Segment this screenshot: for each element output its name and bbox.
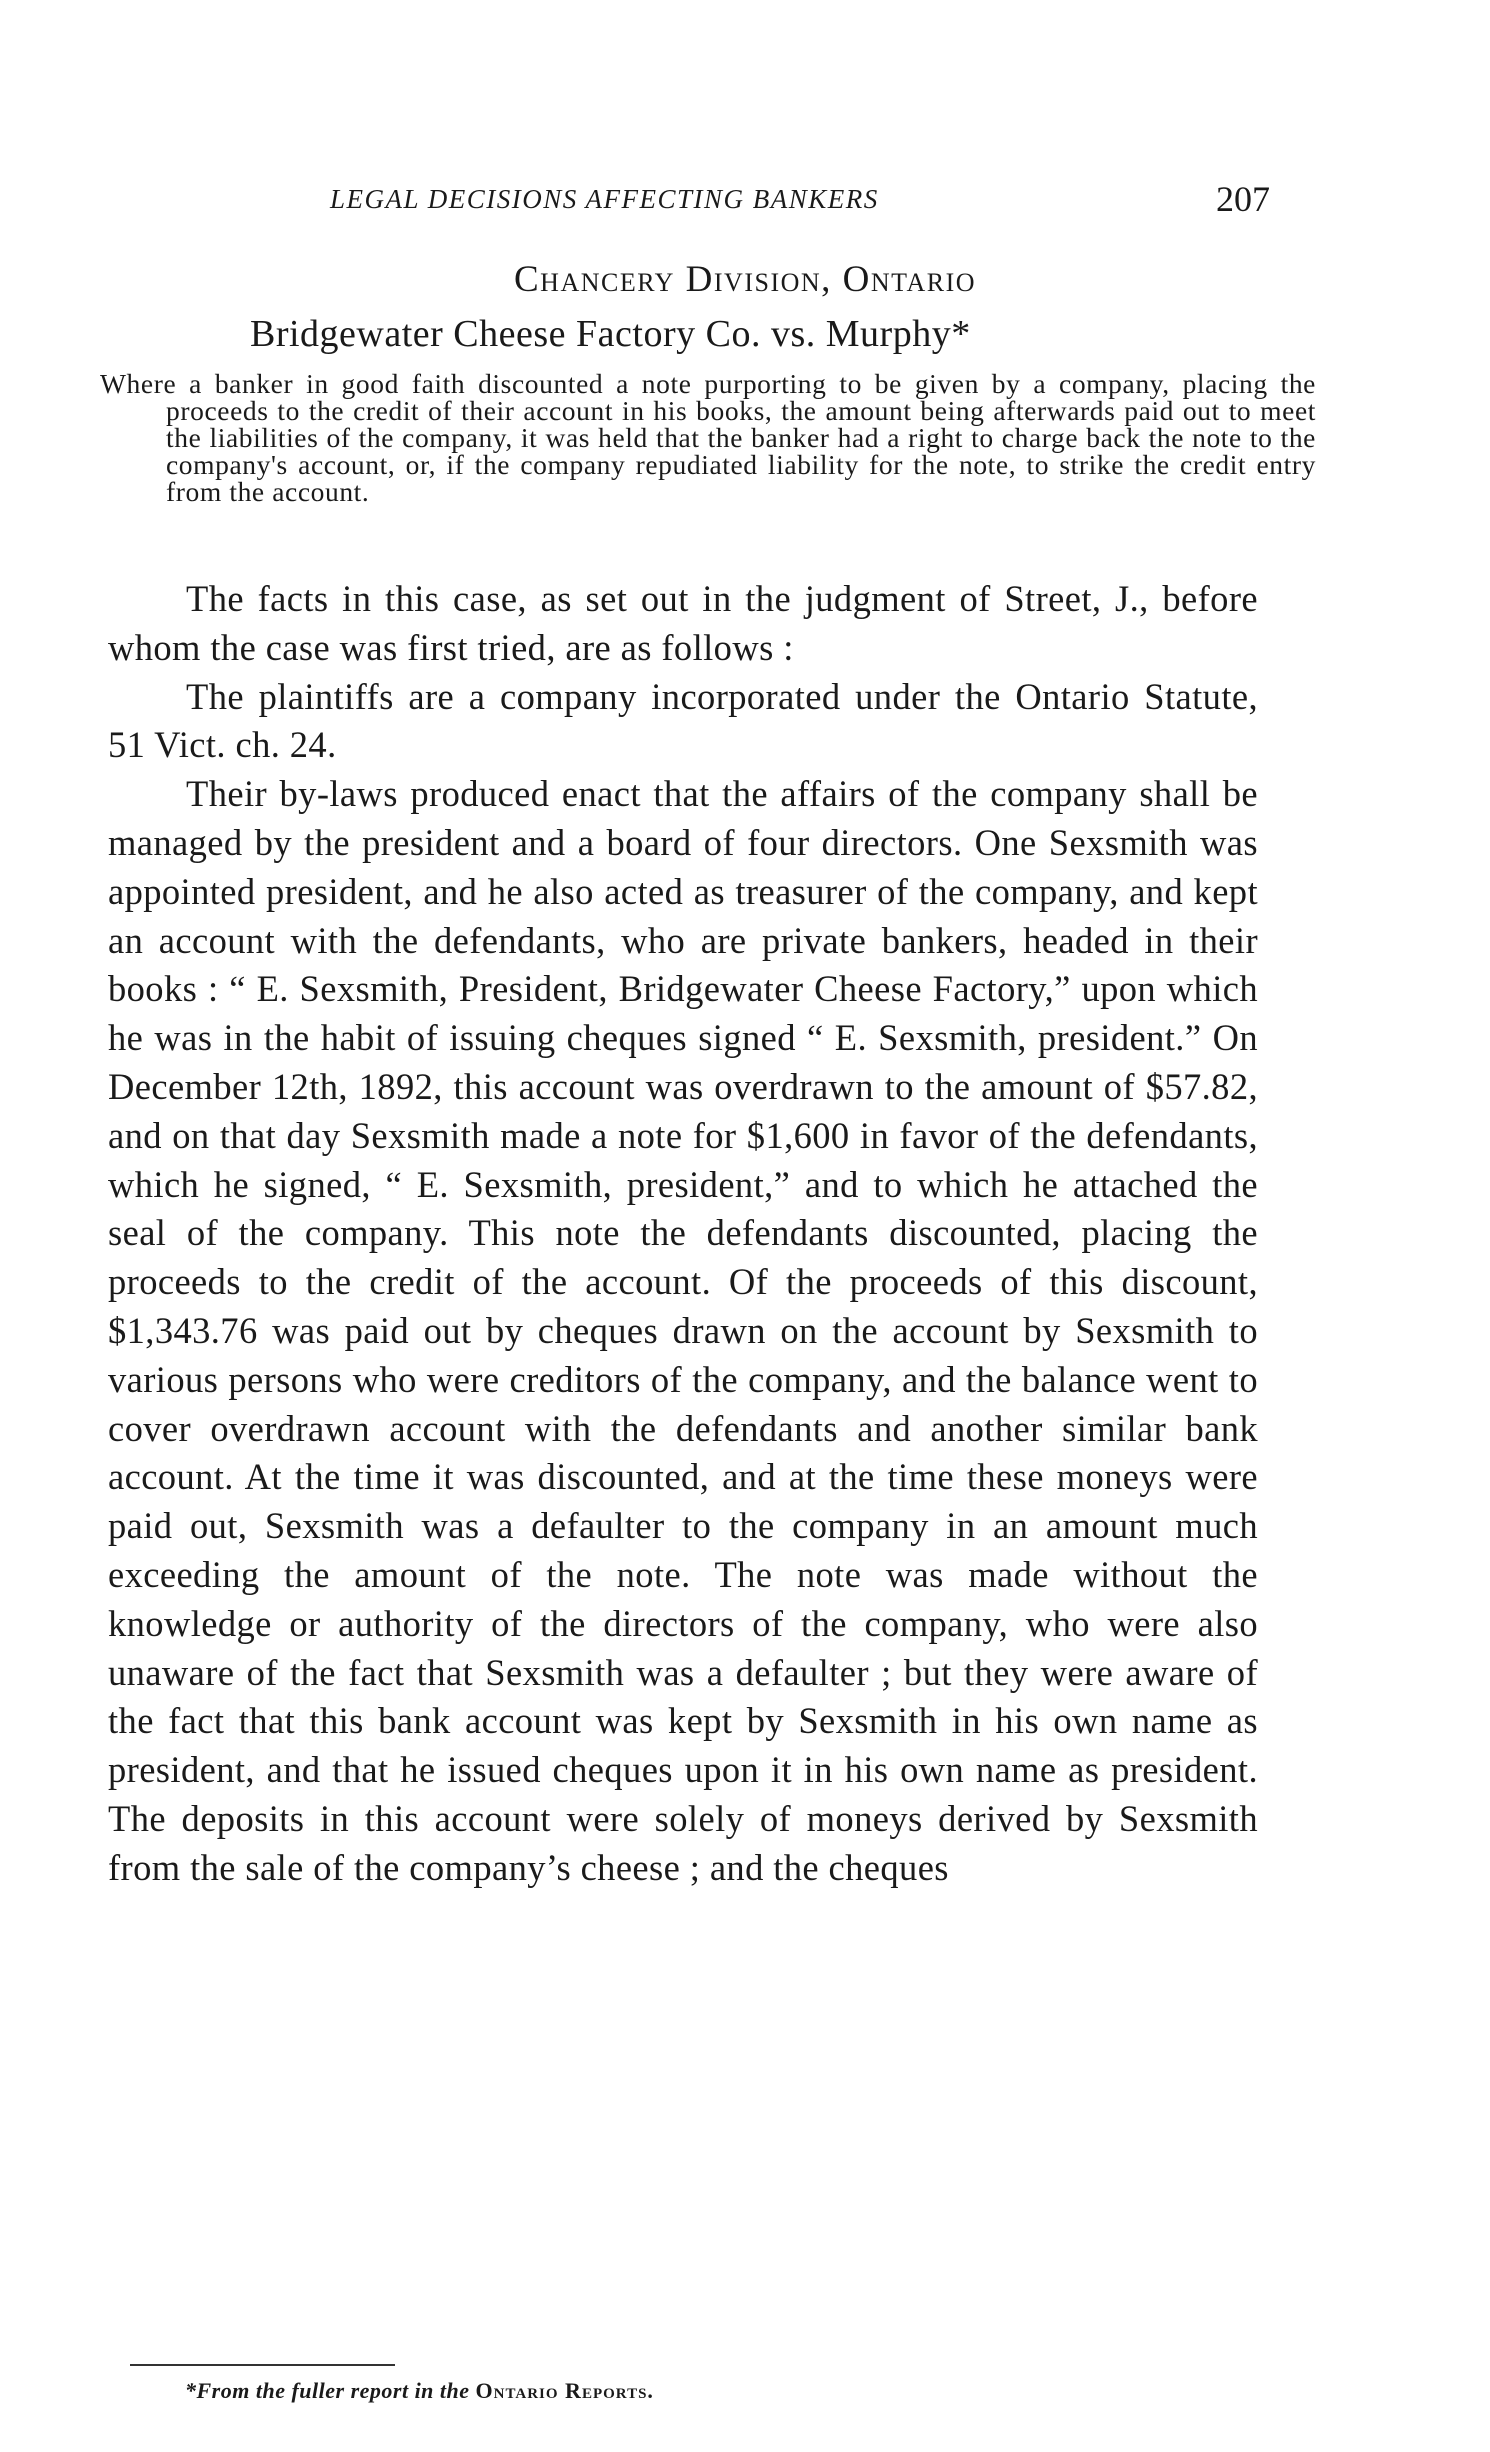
paragraph: Their by-laws produced enact that the affairs of the company shall be managed by the president and a board of four directors. One Sexsmith was appointed president, and he also acted as treasurer of the company, and kept an account with the defendants, who are private bankers, headed in their books : “ E. Sexsmith, President, Bridgewater Cheese Factory,” upon which he was in the habit of issuing cheques signed “ E. Sexsmith, president.” On December 12th, 1892, this account was overdrawn to the amount of $57.82, and on that day Sexsmith made a note for $1,600 in favor of the defendants, which he signed, “ E. Sexsmith, president,” and to which he attached the seal of the company. This note the defendants discounted, placing the proceeds to the credit of the account. Of the proceeds of this discount, $1,343.76 was paid out by cheques drawn on the account by Sexsmith to various persons who were creditors of the company, and the balance went to cover overdrawn account with the defendants and another similar bank account. At the time it was discounted, and at the time these moneys were paid out, Sexsmith was a defaulter to the company in an amount much exceeding the amount of the note. The note was made without the knowledge or authority of the directors of the company, who were also unaware of the fact that Sexsmith was a defaulter ; but they were aware of the fact that this bank account was kept by Sexsmith in his own name as president, and that he issued cheques upon it in his own name as president. The deposits in this account were solely of moneys derived by Sexsmith from the sale of the company’s cheese ; and the cheques [108,773,1258,1888]
paragraph: The facts in this case, as set out in the judgment of Street, J., before whom the case was first tried, are as follows : [108,578,1258,668]
paragraph: The plaintiffs are a company incorporated under the Ontario Statute, 51 Vict. ch. 24. [108,675,1258,766]
running-title: LEGAL DECISIONS AFFECTING BANKERS [330,184,879,214]
footnote [185,2378,1085,2404]
footnote-divider [130,2364,395,2366]
running-head [330,178,1270,218]
case-title: Bridgewater Cheese Factory Co. vs. Murphy* [250,313,971,355]
footnote-source: Ontario Reports. [475,2378,654,2403]
headnote: Where a banker in good faith discounted a note purporting to be given by a company, placing the proceeds to the credit of their account in his books, the amount being afterwards paid out to meet the liabilities of the company, it was held that the banker had a right to charge back the note to the company's account, or, if the company repudiated liability for the note, to strike the credit entry from the account. [100,368,1316,507]
body-text [108,575,1258,1893]
footnote-text: *From the fuller report in the [185,2378,470,2403]
court-heading: Chancery Division, Ontario [514,259,976,300]
page-number: 207 [1216,179,1270,219]
